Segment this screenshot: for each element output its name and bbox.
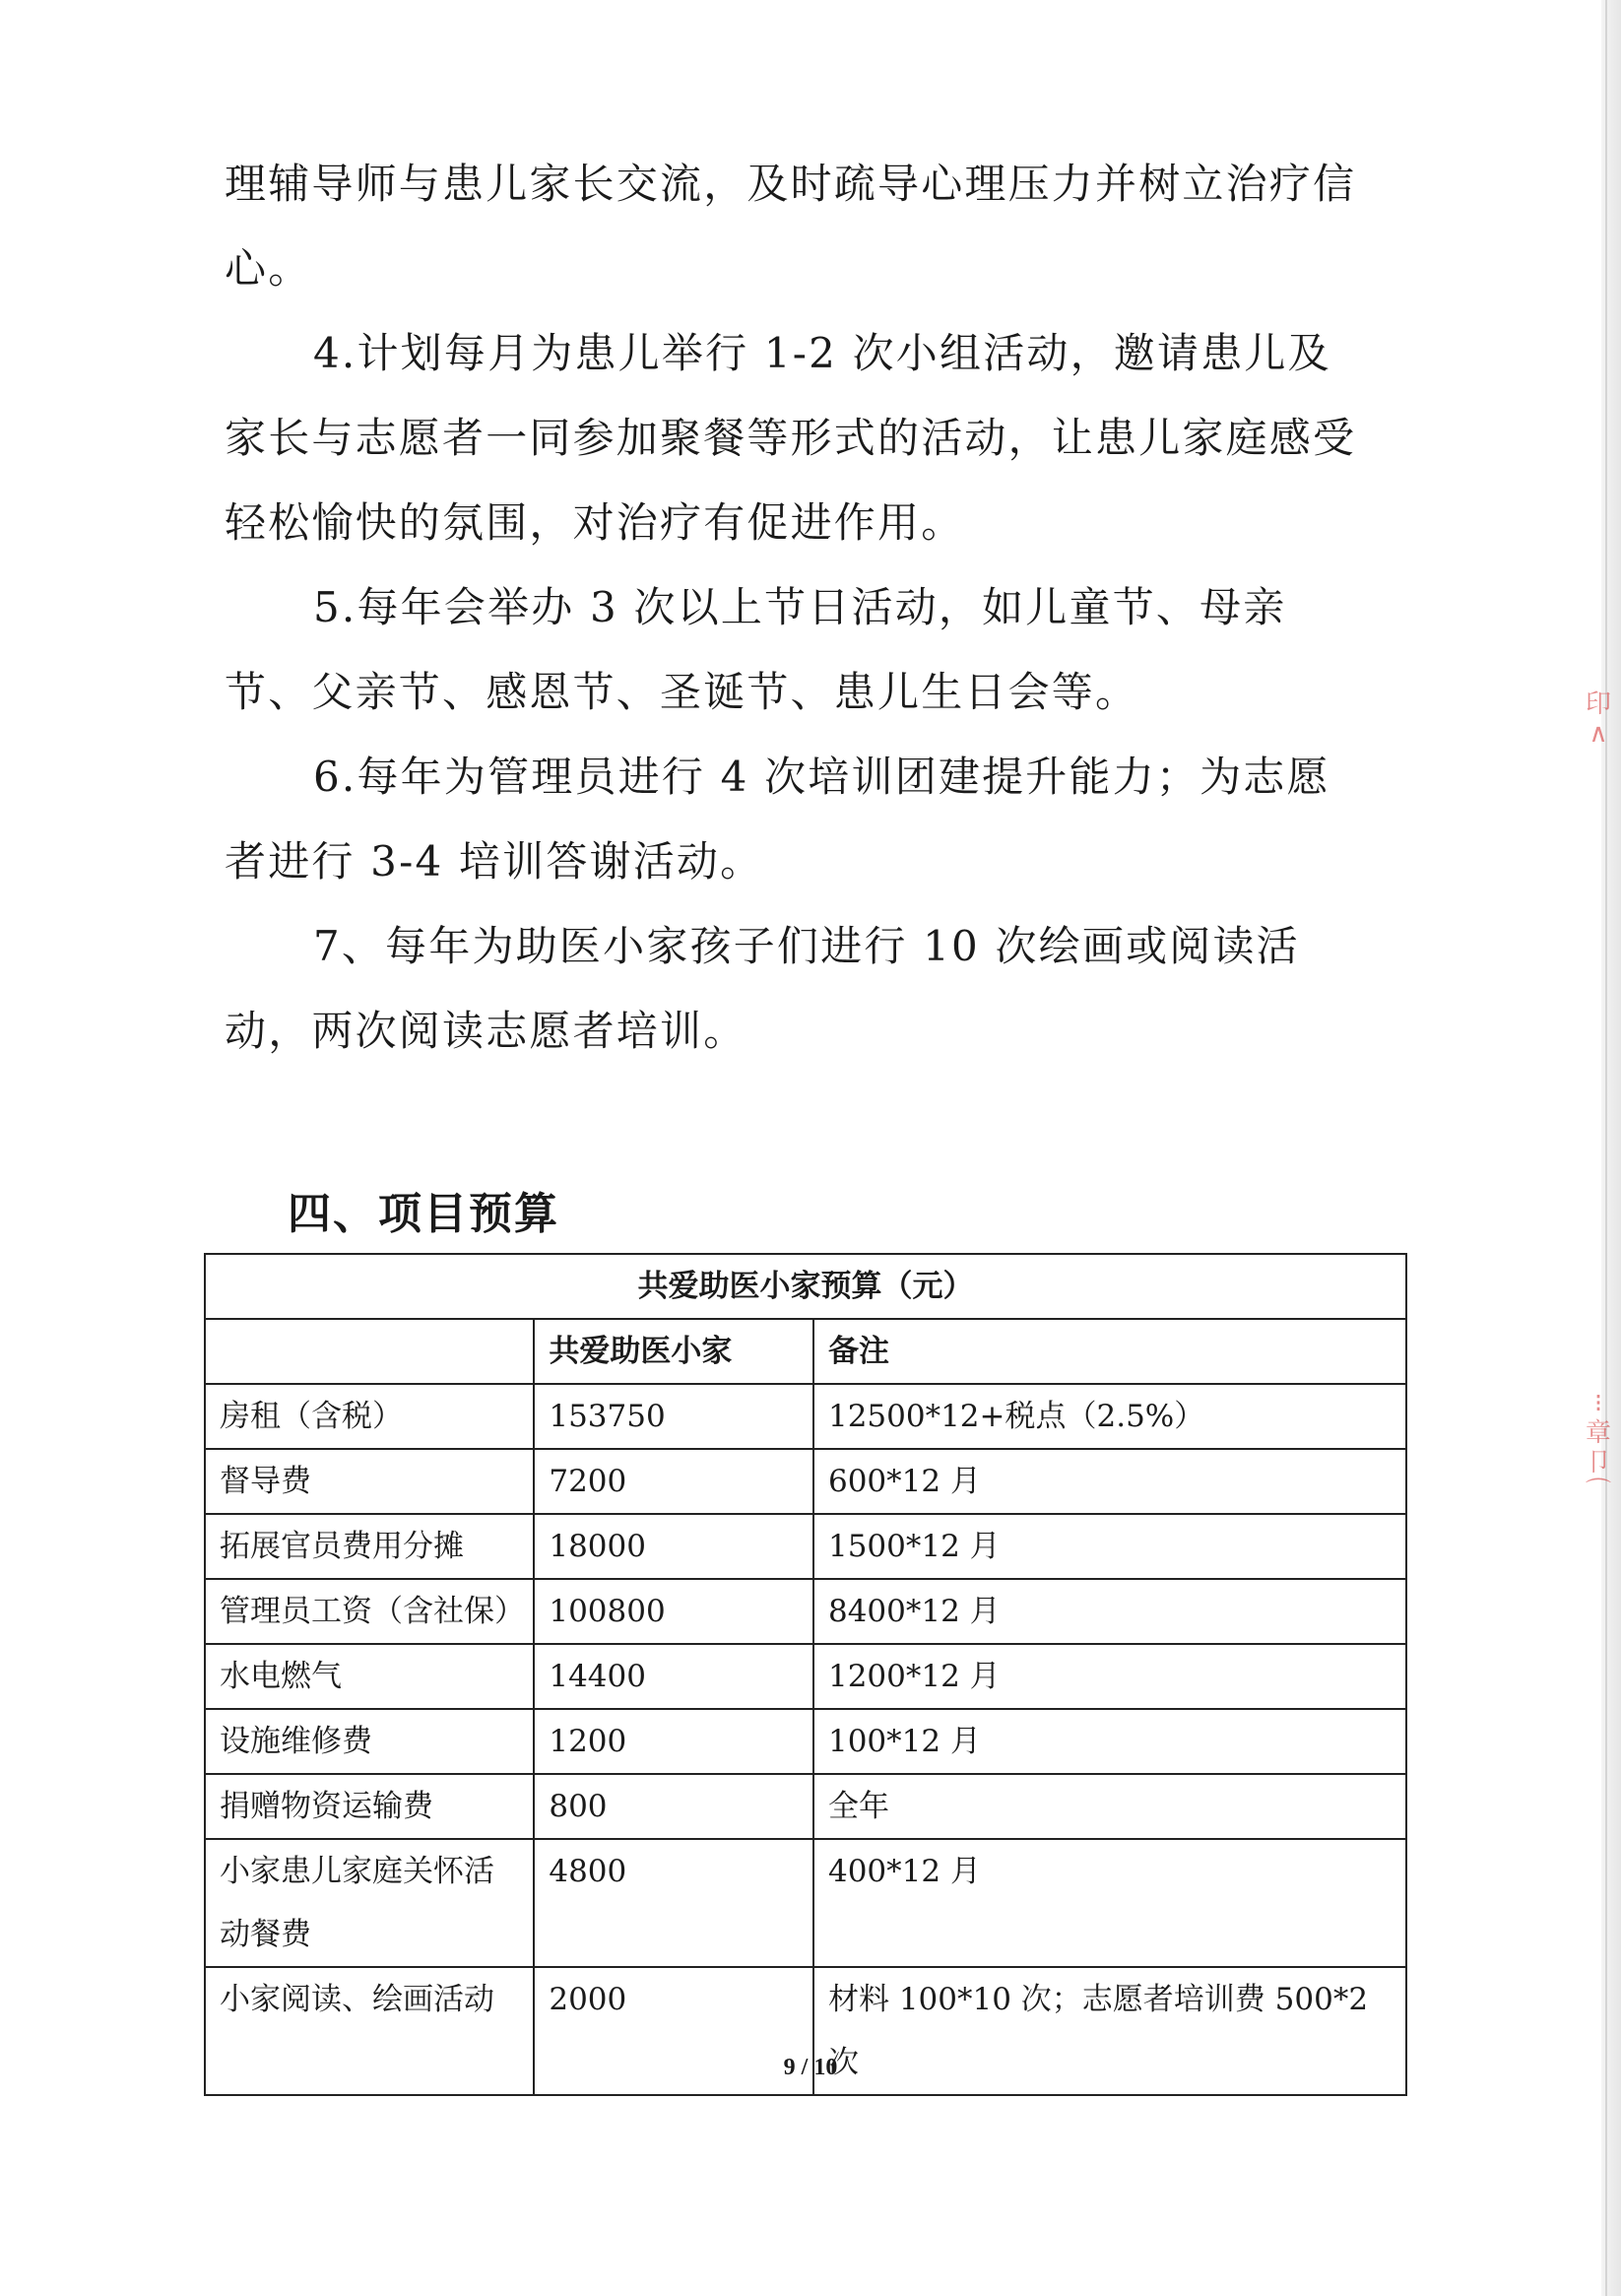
table-row bbox=[205, 1839, 1406, 1967]
seal-stamp-fragment-top: 印 ∧ bbox=[1585, 689, 1611, 749]
cell-amount: 4800 bbox=[534, 1839, 813, 1967]
cell-item: 督导费 bbox=[205, 1449, 534, 1514]
cell-note: 8400*12 月 bbox=[813, 1579, 1406, 1644]
page-number: 9 / 10 bbox=[783, 2055, 838, 2080]
table-header-row bbox=[205, 1319, 1406, 1384]
cell-item: 小家阅读、绘画活动 bbox=[205, 1967, 534, 2095]
cell-note: 1200*12 月 bbox=[813, 1644, 1406, 1709]
table-row bbox=[205, 1514, 1406, 1579]
header-item bbox=[205, 1319, 534, 1384]
cell-item: 设施维修费 bbox=[205, 1709, 534, 1774]
paragraph-item-7: 7、每年为助医小家孩子们进行 10 次绘画或阅读活动，两次阅读志愿者培训。 bbox=[225, 922, 1300, 1055]
paragraph-item-4: 4.计划每月为患儿举行 1-2 次小组活动，邀请患儿及家长与志愿者一同参加聚餐等形式的活动，让患儿家庭感受轻松愉快的氛围，对治疗有促进作用。 bbox=[225, 329, 1357, 547]
cell-note: 材料 100*10 次；志愿者培训费 500*2 次 bbox=[813, 1967, 1406, 2095]
cell-note: 400*12 月 bbox=[813, 1839, 1406, 1967]
section-title-budget: 四、项目预算 bbox=[288, 1189, 559, 1239]
cell-item: 水电燃气 bbox=[205, 1644, 534, 1709]
table-row bbox=[205, 1449, 1406, 1514]
cell-amount: 800 bbox=[534, 1774, 813, 1839]
page-edge-shadow bbox=[1601, 0, 1621, 2296]
cell-item: 捐赠物资运输费 bbox=[205, 1774, 534, 1839]
cell-amount: 14400 bbox=[534, 1644, 813, 1709]
table-caption: 共爱助医小家预算（元） bbox=[205, 1254, 1406, 1319]
cell-note: 100*12 月 bbox=[813, 1709, 1406, 1774]
cell-note: 1500*12 月 bbox=[813, 1514, 1406, 1579]
header-amount: 共爱助医小家 bbox=[534, 1319, 813, 1384]
cell-amount: 18000 bbox=[534, 1514, 813, 1579]
budget-table bbox=[204, 1253, 1407, 2096]
cell-note: 全年 bbox=[813, 1774, 1406, 1839]
table-row bbox=[205, 1384, 1406, 1449]
table-caption-row bbox=[205, 1254, 1406, 1319]
cell-amount: 100800 bbox=[534, 1579, 813, 1644]
cell-item: 管理员工资（含社保） bbox=[205, 1579, 534, 1644]
table-row bbox=[205, 1644, 1406, 1709]
cell-item: 房租（含税） bbox=[205, 1384, 534, 1449]
paragraph-item-6: 6.每年为管理员进行 4 次培训团建提升能力；为志愿者进行 3-4 培训答谢活动。 bbox=[225, 753, 1330, 886]
cell-note: 600*12 月 bbox=[813, 1449, 1406, 1514]
table-row bbox=[205, 1579, 1406, 1644]
table-row bbox=[205, 1709, 1406, 1774]
page-edge-line bbox=[1605, 0, 1607, 2296]
paragraph-item-5: 5.每年会举办 3 次以上节日活动，如儿童节、母亲节、父亲节、感恩节、圣诞节、患儿生日会等。 bbox=[225, 583, 1287, 716]
cell-amount: 153750 bbox=[534, 1384, 813, 1449]
table-row bbox=[205, 1774, 1406, 1839]
paragraph-continuation: 理辅导师与患儿家长交流，及时疏导心理压力并树立治疗信心。 bbox=[225, 160, 1357, 293]
cell-item: 拓展官员费用分摊 bbox=[205, 1514, 534, 1579]
seal-stamp-fragment-bottom: ⁝ 章 卩 ⌒ bbox=[1585, 1389, 1611, 1507]
cell-item: 小家患儿家庭关怀活动餐费 bbox=[205, 1839, 534, 1967]
cell-amount: 2000 bbox=[534, 1967, 813, 2095]
cell-note: 12500*12+税点（2.5%） bbox=[813, 1384, 1406, 1449]
cell-amount: 1200 bbox=[534, 1709, 813, 1774]
header-note: 备注 bbox=[813, 1319, 1406, 1384]
cell-amount: 7200 bbox=[534, 1449, 813, 1514]
